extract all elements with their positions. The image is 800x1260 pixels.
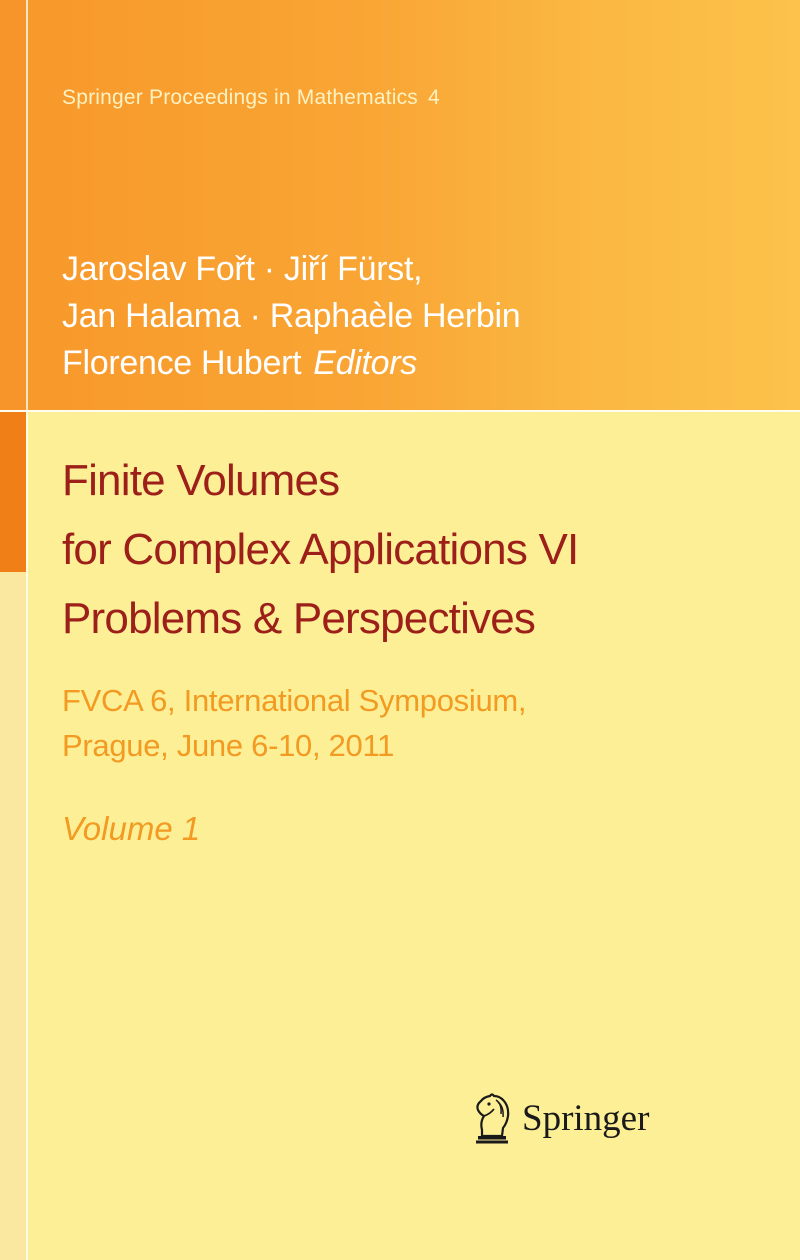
series-name: Springer Proceedings in Mathematics (62, 86, 419, 109)
horizontal-divider (0, 410, 800, 412)
book-subtitle (62, 678, 526, 768)
title-line: for Complex Applications VI (62, 525, 579, 574)
editors-line (62, 340, 520, 387)
editors-line: Jan Halama · Raphaèle Herbin (62, 297, 521, 335)
series-number: 4 (428, 86, 440, 109)
editors-role: Editors (313, 344, 417, 382)
series-line (62, 86, 440, 110)
left-edge-tab (0, 412, 26, 572)
editor-name: Florence Hubert (62, 344, 302, 382)
left-edge-strip-bottom (0, 572, 26, 1260)
vertical-divider (26, 0, 28, 1260)
publisher-logo (470, 1090, 649, 1146)
editors-line: Jaroslav Fořt · Jiří Fürst, (62, 250, 423, 288)
book-title (62, 446, 578, 653)
left-edge-strip-top (0, 0, 26, 410)
title-line: Problems & Perspectives (62, 594, 536, 643)
publisher-name: Springer (522, 1097, 650, 1139)
title-line: Finite Volumes (62, 456, 340, 505)
editors-block (62, 246, 520, 387)
springer-horse-chess-knight-icon (470, 1092, 514, 1144)
subtitle-line: FVCA 6, International Symposium, (62, 683, 527, 718)
volume-label: Volume 1 (62, 810, 201, 847)
subtitle-line: Prague, June 6-10, 2011 (62, 728, 395, 763)
